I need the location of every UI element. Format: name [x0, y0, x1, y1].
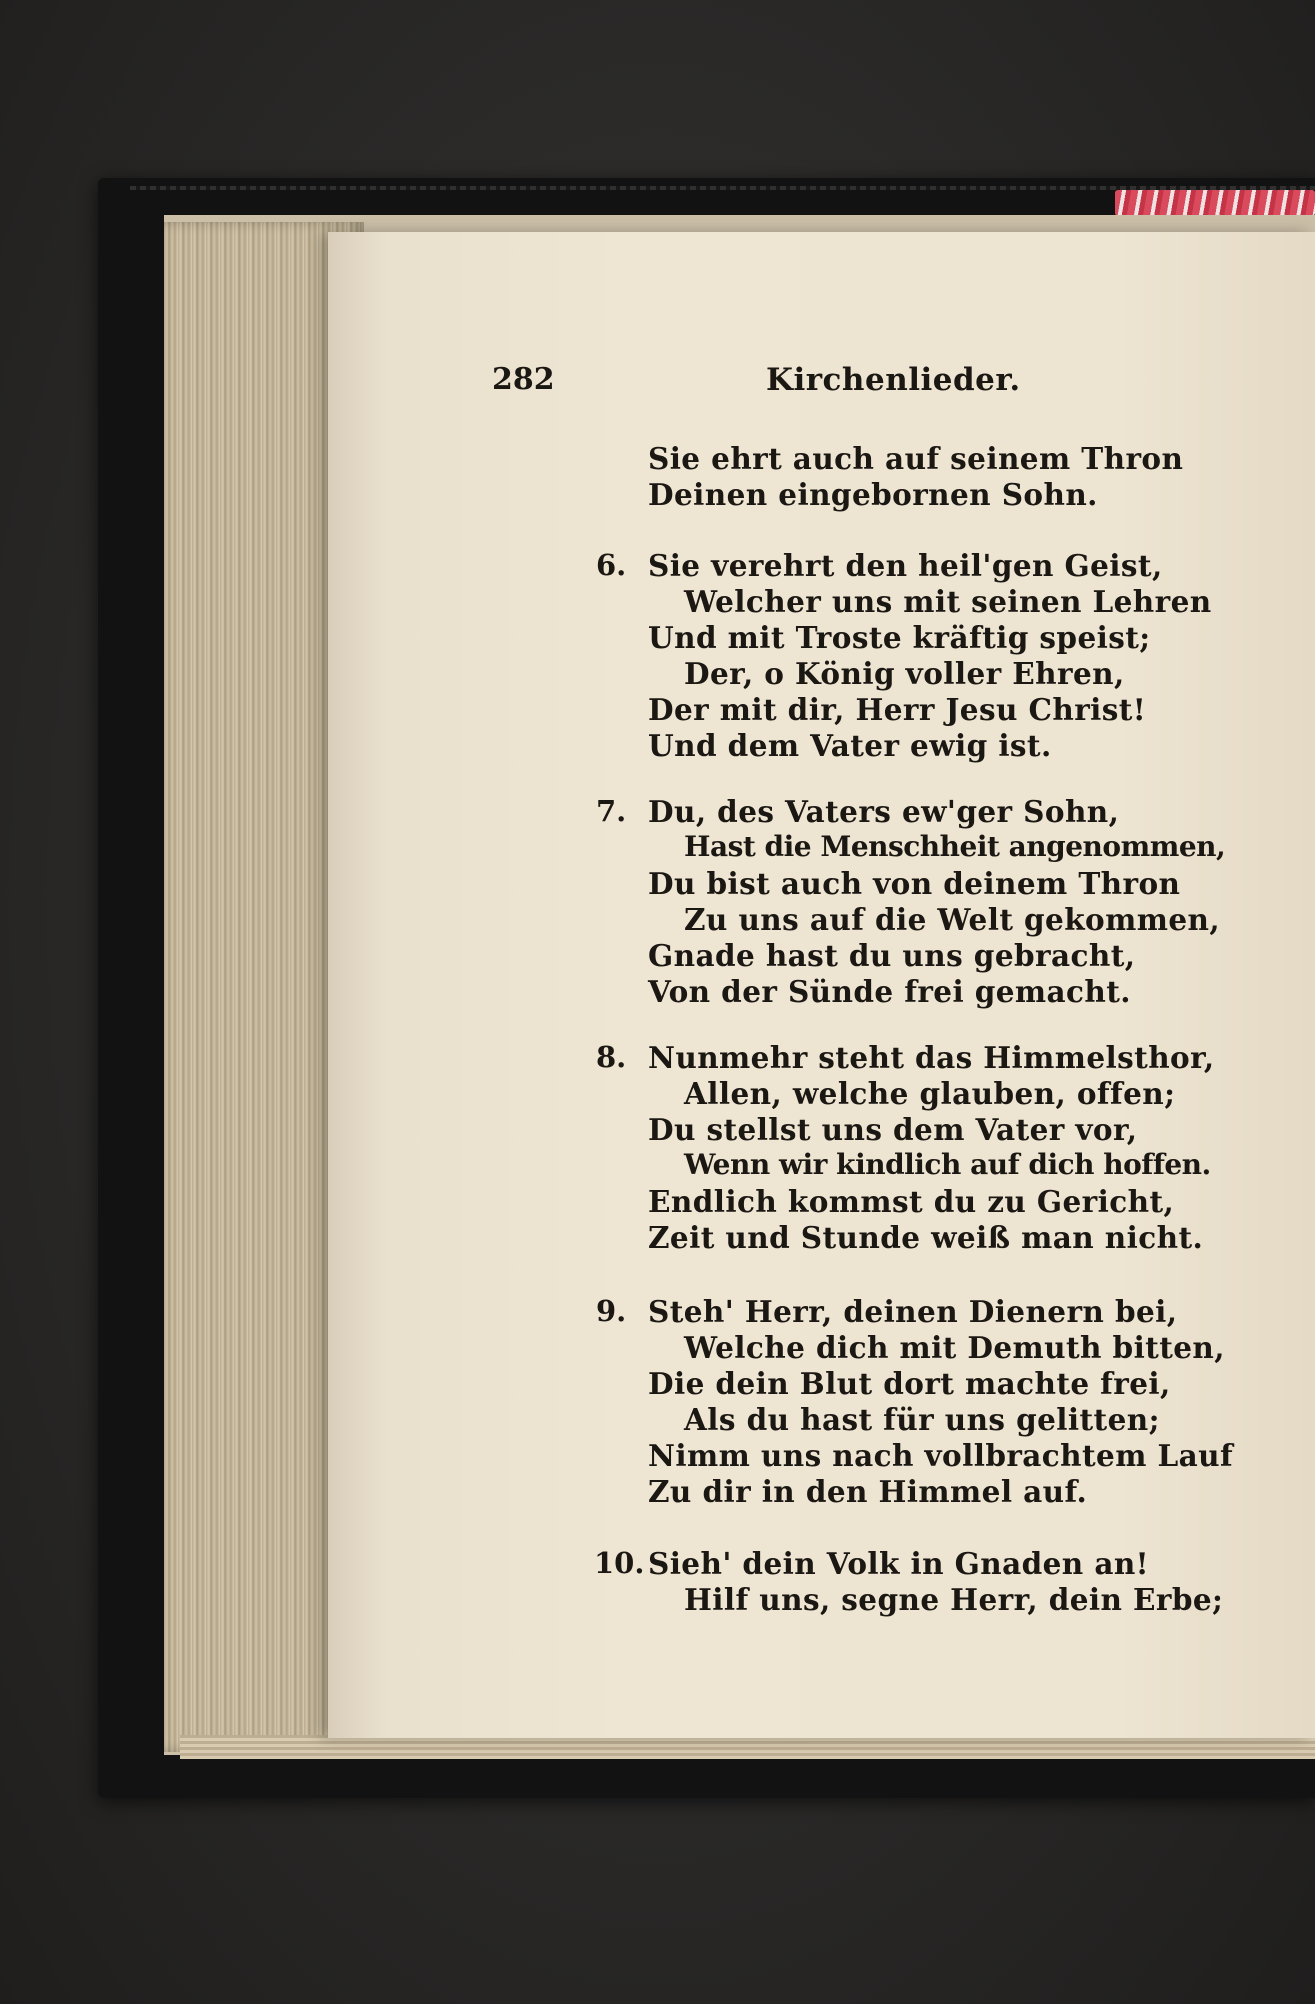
verse-line: Und dem Vater ewig ist. — [648, 728, 1052, 763]
page-number: 282 — [492, 362, 555, 397]
verse-line: Als du hast für uns gelitten; — [684, 1402, 1160, 1437]
intro-line: Deinen eingebornen Sohn. — [648, 477, 1098, 512]
running-head: Kirchenlieder. — [766, 362, 1021, 398]
verse-line: Zu dir in den Himmel auf. — [648, 1474, 1088, 1509]
page-edges-bottom — [180, 1735, 1315, 1759]
verse-line: Zu uns auf die Welt gekommen, — [684, 902, 1221, 937]
verse-line: Du bist auch von deinem Thron — [648, 866, 1181, 901]
verse-number: 6. — [596, 548, 627, 582]
verse-line: Hast die Menschheit angenommen, — [684, 830, 1226, 863]
ribbon-bookmark — [1115, 190, 1315, 216]
verse-line: Sie verehrt den heil'gen Geist, — [648, 548, 1163, 583]
verse-line: Du, des Vaters ew'ger Sohn, — [648, 794, 1120, 829]
verse-line: Welcher uns mit seinen Lehren — [684, 584, 1212, 619]
verse-line: Endlich kommst du zu Gericht, — [648, 1184, 1175, 1219]
verse-number: 10. — [594, 1546, 645, 1580]
verse-line: Die dein Blut dort machte frei, — [648, 1366, 1171, 1401]
verse-line: Zeit und Stunde weiß man nicht. — [648, 1220, 1204, 1255]
verse-line: Der, o König voller Ehren, — [684, 656, 1125, 691]
verse-line: Hilf uns, segne Herr, dein Erbe; — [684, 1582, 1224, 1617]
verse-line: Welche dich mit Demuth bitten, — [684, 1330, 1225, 1365]
verse-line: Allen, welche glauben, offen; — [684, 1076, 1176, 1111]
verse-line: Nimm uns nach vollbrachtem Lauf — [648, 1438, 1234, 1473]
verse-line: Du stellst uns dem Vater vor, — [648, 1112, 1138, 1147]
verse-number: 7. — [596, 794, 627, 828]
verse-line: Der mit dir, Herr Jesu Christ! — [648, 692, 1147, 727]
verse-line: Wenn wir kindlich auf dich hoffen. — [684, 1148, 1211, 1181]
verse-number: 9. — [596, 1294, 627, 1328]
intro-line: Sie ehrt auch auf seinem Thron — [648, 441, 1184, 476]
verse-line: Nunmehr steht das Himmelsthor, — [648, 1040, 1215, 1075]
verse-number: 8. — [596, 1040, 627, 1074]
verse-line: Sieh' dein Volk in Gnaden an! — [648, 1546, 1150, 1581]
verse-line: Und mit Troste kräftig speist; — [648, 620, 1151, 655]
verse-line: Von der Sünde frei gemacht. — [648, 974, 1131, 1009]
verse-line: Gnade hast du uns gebracht, — [648, 938, 1136, 973]
verse-line: Steh' Herr, deinen Dienern bei, — [648, 1294, 1178, 1329]
